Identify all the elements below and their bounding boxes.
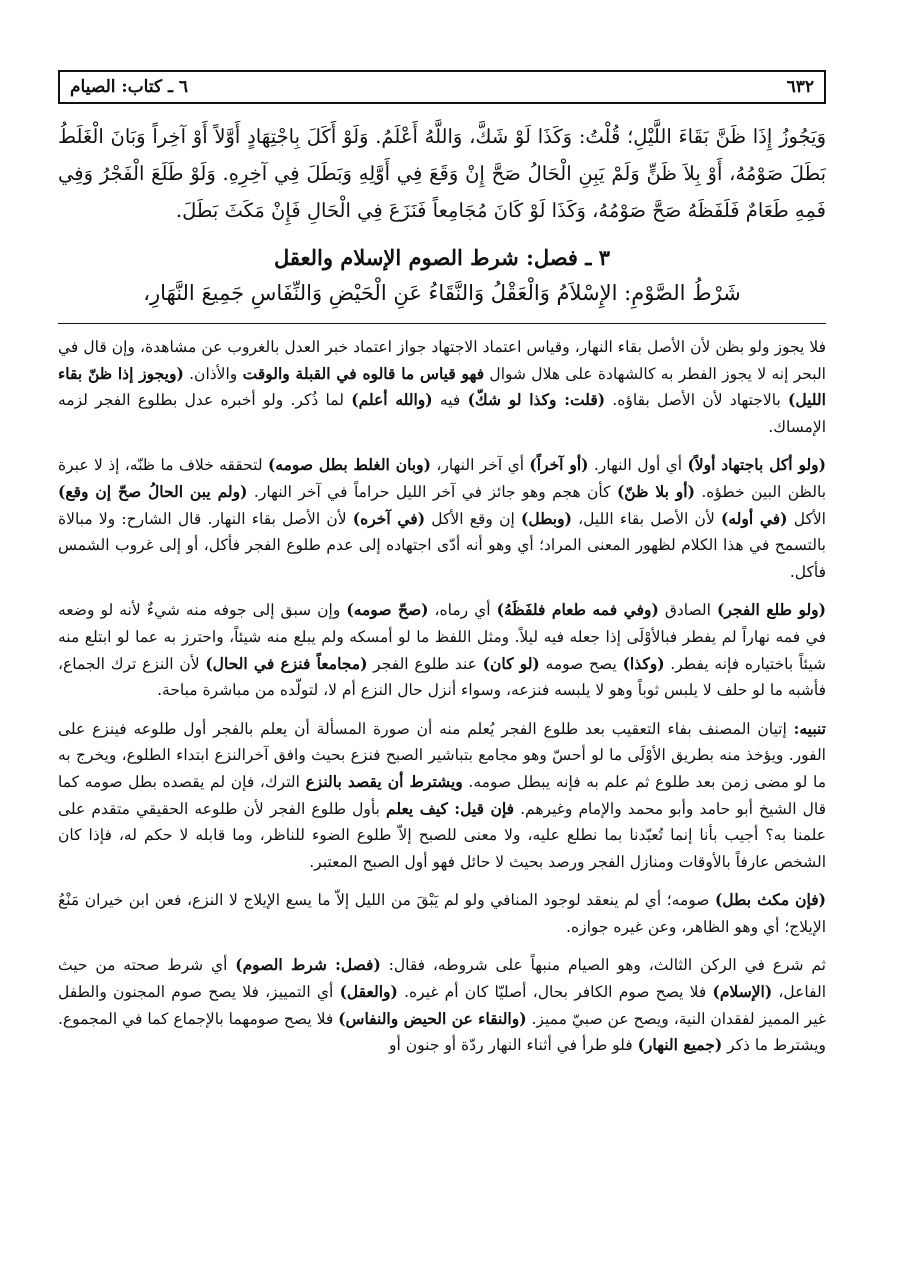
page-number: ٦٣٢: [786, 77, 814, 97]
quoted-phrase: فهو قياس ما قالوه في القبلة والوقت: [242, 363, 485, 383]
commentary-text: الترك، فإن لم يقصده بطل صومه كما قال الشيخ أبو حامد وأبو محمد والإمام وغيرهم.: [58, 772, 826, 818]
commentary-text: صومه؛ أي لم ينعقد لوجود المنافي ولو لم يَبْقَ من الليل إلاّ ما يسع الإيلاج لا النزع، فعن ابن خيران مَنْعُ الإيلاج؛ أي وهو الظاهر، وعن غيره جوازه.: [58, 891, 826, 936]
commentary-text: يصح صومه: [539, 654, 623, 673]
separator-line: [58, 323, 826, 324]
commentary-paragraph: [58, 887, 826, 940]
quoted-phrase: (وبطل): [521, 508, 572, 528]
matn-text: وَيَجُوزُ إِذَا ظَنَّ بَقَاءَ اللَّيْلِ؛ قُلْتُ: وَكَذَا لَوْ شَكَّ، وَاللَّهُ أَعْلَمُ. وَلَوْ أَكَلَ بِاجْتِهَادٍ أَوَّلاً أَوْ آخِراً وَبَانَ الْغَلَطُ بَطَلَ صَوْمُهُ، أَوْ بِلاَ ظَنٍّ وَلَمْ يَبِنِ الْحَالُ صَحَّ إِنْ وَقَعَ فِي أَوَّلِهِ وَبَطَلَ فِي آخِرِهِ. وَلَوْ طَلَعَ الْفَجْرُ وَفِي فَمِهِ طَعَامٌ فَلَفَظَهُ صَحَّ صَوْمُهُ، وَكَذَا لَوْ كَانَ مُجَامِعاً فَنَزَعَ فِي الْحَالِ فَإِنْ مَكَثَ بَطَلَ.: [58, 125, 826, 222]
commentary-text: فلا يصح صومهما بالإجماع كما في المجموع. ويشترط ما ذكر: [58, 1009, 826, 1055]
quoted-phrase: (صحّ صومه): [346, 600, 429, 620]
quoted-phrase: (أو آخراً): [529, 455, 589, 475]
quoted-phrase: (ولم يبن الحالُ صحّ إن وقع): [58, 481, 248, 501]
commentary-text: الصادق: [658, 601, 717, 620]
quoted-phrase: (مجامعاً فنزع في الحال): [205, 653, 368, 673]
commentary-text: بأول طلوع الفجر لأن طلوعه الحقيقي متقدم على علمنا به؟ أجيب بأنا إنما تُعبّدنا بما نطلع عليه، ولا معنى للصبح إلاّ طلوع الضوء للناظر، وما قابله لا حكم له، فإذا كان الشخص عارفاً بالأوقات ومنازل الفجر ورصد بحيث لا حائل فهو أول الصبح المعتبر.: [58, 799, 826, 871]
commentary-text: لما ذُكر. ولو أخبره عدل بطلوع الفجر لزمه الإمساك.: [58, 391, 826, 436]
section-title: ٣ ـ فصل: شرط الصوم الإسلام والعقل: [273, 245, 611, 270]
quoted-phrase: (ولو أكل باجتهاد أولاً): [687, 455, 826, 475]
commentary-text: كأن هجم وهو جائز في آخر الليل حراماً في آخر النهار.: [247, 482, 617, 501]
quoted-phrase: (والله أعلم): [351, 390, 433, 410]
commentary-text: أي أول النهار.: [588, 456, 688, 475]
commentary-text: أي التمييز، فلا يصح صوم المجنون والطفل غير المميز لفقدان النية، ويصح عن صبيّ مميز.: [58, 983, 826, 1028]
commentary-text: إن وقع الأكل: [425, 509, 521, 528]
page-header: [58, 70, 826, 104]
quoted-phrase: (والنقاء عن الحيض والنفاس): [338, 1008, 527, 1028]
commentary-text: إتيان المصنف بفاء التعقيب بعد طلوع الفجر يُعلم منه أن صورة المسألة أن يعلم بالفجر أول طلوعه فينزع على الفور. ويؤخذ منه بطريق الأوْلَى ما لو أحسّ وهو مجامع بتباشير الصبح فنزع بحيث وافق آخرالنزع ابتداء الطلوع، ويخرج به ما لو مضى زمن بعد طلوع ثم علم به فإنه يبطل صومه.: [58, 719, 827, 791]
quoted-phrase: (ولو طلع الفجر): [716, 600, 826, 620]
commentary-text: لأن النزع ترك الجماع، فأشبه ما لو حلف لا يلبس ثوباً وهو لا يلبسه فنزعه، وسواء أنزل حال النزع أم لا، لتولّده من مباشرة مباحة.: [58, 654, 826, 700]
commentary-text: الأكل: [787, 509, 826, 528]
quoted-phrase: (في أوله): [721, 508, 788, 528]
commentary-text: أي آخر النهار،: [430, 456, 530, 475]
commentary-text: وإن سبق إلى جوفه منه شيءٌ لأنه لو وضعه في فمه نهاراً لم يفطر فبالأوْلَى إذا جعله فيه ليلاً. ومثل اللفظ ما لو أمسكه ولم يبلع منه شيئاً، واحترز به عما لو ابتلع منه شيئاً باختياره فإنه يفطر.: [58, 601, 827, 673]
commentary-text: فلا يصح صوم الكافر بحال، أصليّا كان أم غيره.: [397, 983, 713, 1002]
quoted-phrase: (جميع النهار): [637, 1035, 723, 1055]
commentary-text: أي رماه،: [428, 601, 497, 620]
quoted-phrase: (لو كان): [482, 653, 540, 673]
commentary-text: فلو طرأ في أثناء النهار ردّة أو جنون أو: [389, 1036, 638, 1055]
quoted-phrase: ويشترط أن يقصد بالنزع: [305, 771, 463, 791]
commentary-text: لأن الأصل بقاء الليل،: [571, 509, 721, 528]
commentary-text: فيه: [432, 391, 468, 410]
quoted-phrase: (فصل: شرط الصوم): [235, 955, 381, 975]
quoted-phrase: فإن قيل: كيف يعلم: [386, 798, 515, 818]
commentary-text: أي شرط صحته من حيث الفاعل،: [58, 956, 827, 1002]
commentary-text: والأذان.: [183, 364, 243, 383]
condition-text: شَرْطُ الصَّوْمِ: الإِسْلاَمُ وَالْعَقْلُ وَالنَّقَاءُ عَنِ الْحَيْضِ وَالنِّفَاسِ جَمِيعَ النَّهَارِ،: [143, 281, 741, 305]
quoted-phrase: (قلت: وكذا لو شكّ): [467, 390, 606, 410]
quoted-phrase: (فإن مكث بطل): [714, 890, 826, 910]
commentary: [58, 334, 826, 1059]
quoted-phrase: تنبيه:: [793, 718, 826, 738]
quoted-phrase: (وبان الغلط بطل صومه): [267, 455, 431, 475]
book-page: [58, 70, 826, 1059]
quoted-phrase: (وكذا): [622, 653, 665, 673]
quoted-phrase: (وفي فمه طعام فلفَظَهُ): [496, 600, 659, 620]
commentary-text: بالاجتهاد لأن الأصل بقاؤه.: [605, 391, 789, 410]
commentary-paragraph: [58, 952, 826, 1058]
commentary-paragraph: [58, 716, 826, 876]
commentary-text: فلا يجوز ولو بظن لأن الأصل بقاء النهار، وقياس اعتماد الاجتهاد جواز اعتماد خبر العدل بالغروب عن مشاهدة، وإن قال في البحر إنه لا يجوز الفطر به كالشهادة على هلال شوال: [58, 338, 826, 383]
commentary-paragraph: [58, 334, 826, 440]
quoted-phrase: (في آخره): [352, 508, 426, 528]
book-title: ٦ ـ كتاب: الصيام: [70, 77, 189, 97]
quoted-phrase: (ويجوز إذا ظنّ بقاء الليل): [58, 363, 826, 410]
commentary-text: لتحققه خلاف ما ظنّه، إذ لا عبرة بالظن البين خطؤه.: [58, 456, 827, 501]
commentary-text: عند طلوع الفجر: [367, 654, 483, 673]
quoted-phrase: (الإسلام): [712, 982, 773, 1002]
quoted-phrase: (أو بلا ظنّ): [616, 481, 695, 501]
quoted-phrase: (والعقل): [339, 982, 398, 1002]
commentary-paragraph: [58, 597, 826, 703]
commentary-text: لأن الأصل بقاء النهار. قال الشارح: ولا مبالاة بالتسمح في هذا الكلام لظهور المعنى المراد؛ أي وهو أنه أدّى اجتهاده إلى عدم طلوع الفجر فأكل، أو إلى غروب الشمس فأكل.: [58, 509, 826, 581]
commentary-paragraph: [58, 452, 826, 585]
commentary-text: ثم شرع في الركن الثالث، وهو الصيام منبهاً على شروطه، فقال:: [380, 956, 826, 975]
